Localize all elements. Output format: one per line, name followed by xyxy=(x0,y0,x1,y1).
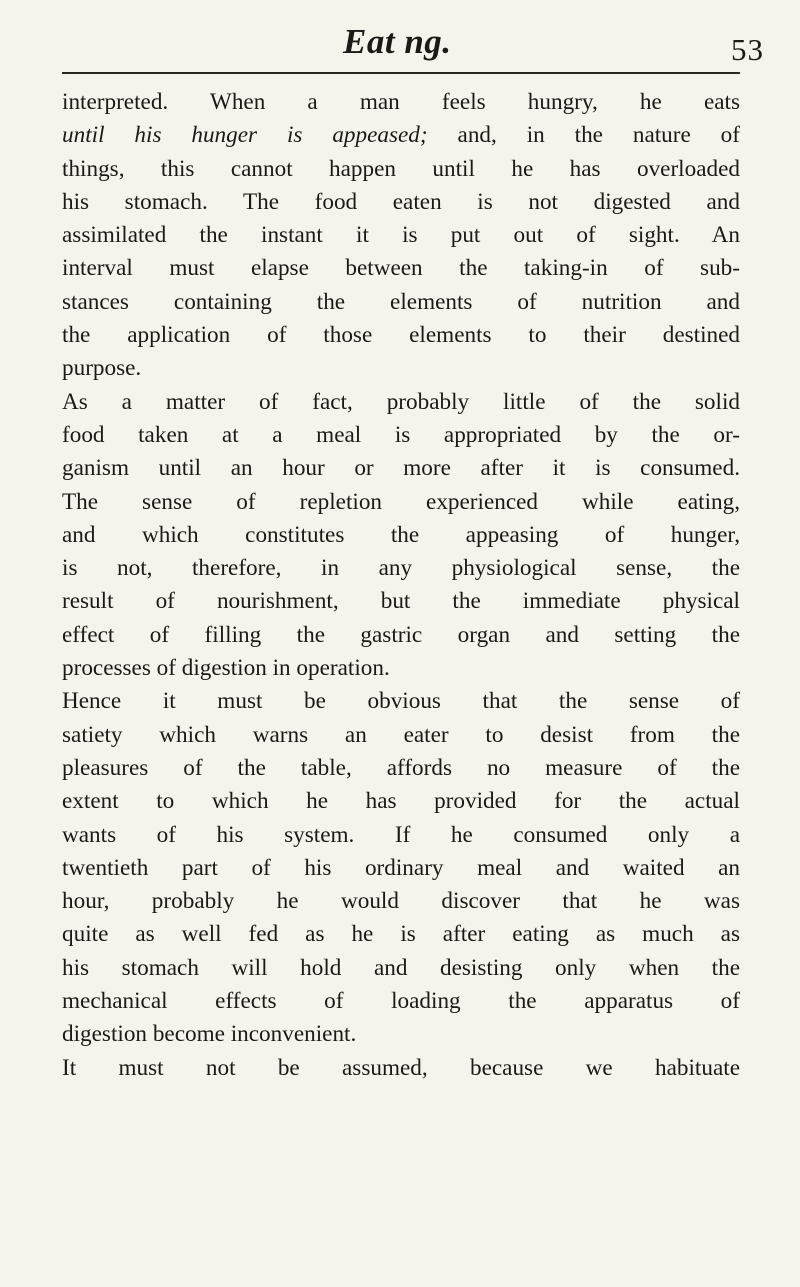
line-text: The sense of repletion experienced while eating, xyxy=(62,488,740,515)
text-line xyxy=(62,619,740,652)
line-text: the application of those elements to their destined xyxy=(62,322,740,349)
line-text: interpreted. When a man feels hungry, he eats xyxy=(62,89,740,115)
text-line xyxy=(62,352,740,385)
italic-phrase: until his hunger is appeased; xyxy=(62,122,428,149)
text-line xyxy=(62,1018,740,1051)
text-line xyxy=(62,419,740,452)
text-line xyxy=(62,386,740,419)
text-line xyxy=(62,1052,740,1085)
line-text: twentieth part of his ordinary meal and waited an xyxy=(62,854,740,881)
text-line xyxy=(62,119,740,152)
line-text: processes of digestion in operation. xyxy=(62,655,390,682)
text-line xyxy=(62,585,740,618)
text-line xyxy=(62,952,740,985)
line-text: interval must elapse between the taking-in of sub- xyxy=(62,255,740,282)
line-text: quite as well fed as he is after eating as much as xyxy=(62,921,740,948)
text-line xyxy=(62,219,740,252)
text-line xyxy=(62,486,740,519)
line-text: effect of filling the gastric organ and setting the xyxy=(62,621,740,648)
text-line xyxy=(62,819,740,852)
line-text: his stomach will hold and desisting only when the xyxy=(62,954,740,981)
line-text: ganism until an hour or more after it is consumed. xyxy=(62,455,740,482)
text-line xyxy=(62,286,740,319)
line-text: and, in the nature of xyxy=(427,122,741,149)
line-text: assimilated the instant it is put out of sight. An xyxy=(62,222,740,249)
text-line xyxy=(62,552,740,585)
line-text: is not, therefore, in any physiological sense, the xyxy=(62,555,740,582)
header-rule xyxy=(62,72,740,74)
line-text: purpose. xyxy=(62,355,142,382)
line-text: stances containing the elements of nutrition and xyxy=(62,288,740,315)
line-text: food taken at a meal is appropriated by the or- xyxy=(62,421,740,448)
text-line xyxy=(62,918,740,951)
text-line xyxy=(62,519,740,552)
line-text: As a matter of fact, probably little of the solid xyxy=(62,388,740,415)
line-text: things, this cannot happen until he has overloaded xyxy=(62,155,740,182)
text-line xyxy=(62,153,740,186)
text-line xyxy=(62,985,740,1018)
text-line xyxy=(62,652,740,685)
line-text: hour, probably he would discover that he was xyxy=(62,888,740,915)
line-text: Hence it must be obvious that the sense of xyxy=(62,688,740,715)
line-text: It must not be assumed, because we habituate xyxy=(62,1054,740,1081)
text-line xyxy=(62,186,740,219)
body-text xyxy=(62,86,740,1085)
text-line xyxy=(62,719,740,752)
line-text: wants of his system. If he consumed only a xyxy=(62,821,740,848)
line-text: mechanical effects of loading the apparatus of xyxy=(62,988,740,1015)
line-text: pleasures of the table, affords no measure of the xyxy=(62,754,740,781)
line-text: result of nourishment, but the immediate physical xyxy=(62,588,740,615)
text-line xyxy=(62,319,740,352)
text-line xyxy=(62,785,740,818)
text-line xyxy=(62,752,740,785)
line-text: extent to which he has provided for the actual xyxy=(62,788,740,815)
running-title: Eat ng. xyxy=(343,22,452,61)
line-text: his stomach. The food eaten is not digested and xyxy=(62,188,740,215)
page-number: 53 xyxy=(731,32,764,67)
running-head xyxy=(0,16,800,72)
text-line xyxy=(62,452,740,485)
text-line xyxy=(62,852,740,885)
line-text: digestion become inconvenient. xyxy=(62,1021,357,1048)
line-text: satiety which warns an eater to desist from the xyxy=(62,721,740,748)
text-line xyxy=(62,885,740,918)
text-line xyxy=(62,252,740,285)
text-line xyxy=(62,685,740,718)
line-text: and which constitutes the appeasing of hunger, xyxy=(62,521,740,548)
text-line xyxy=(62,86,740,119)
